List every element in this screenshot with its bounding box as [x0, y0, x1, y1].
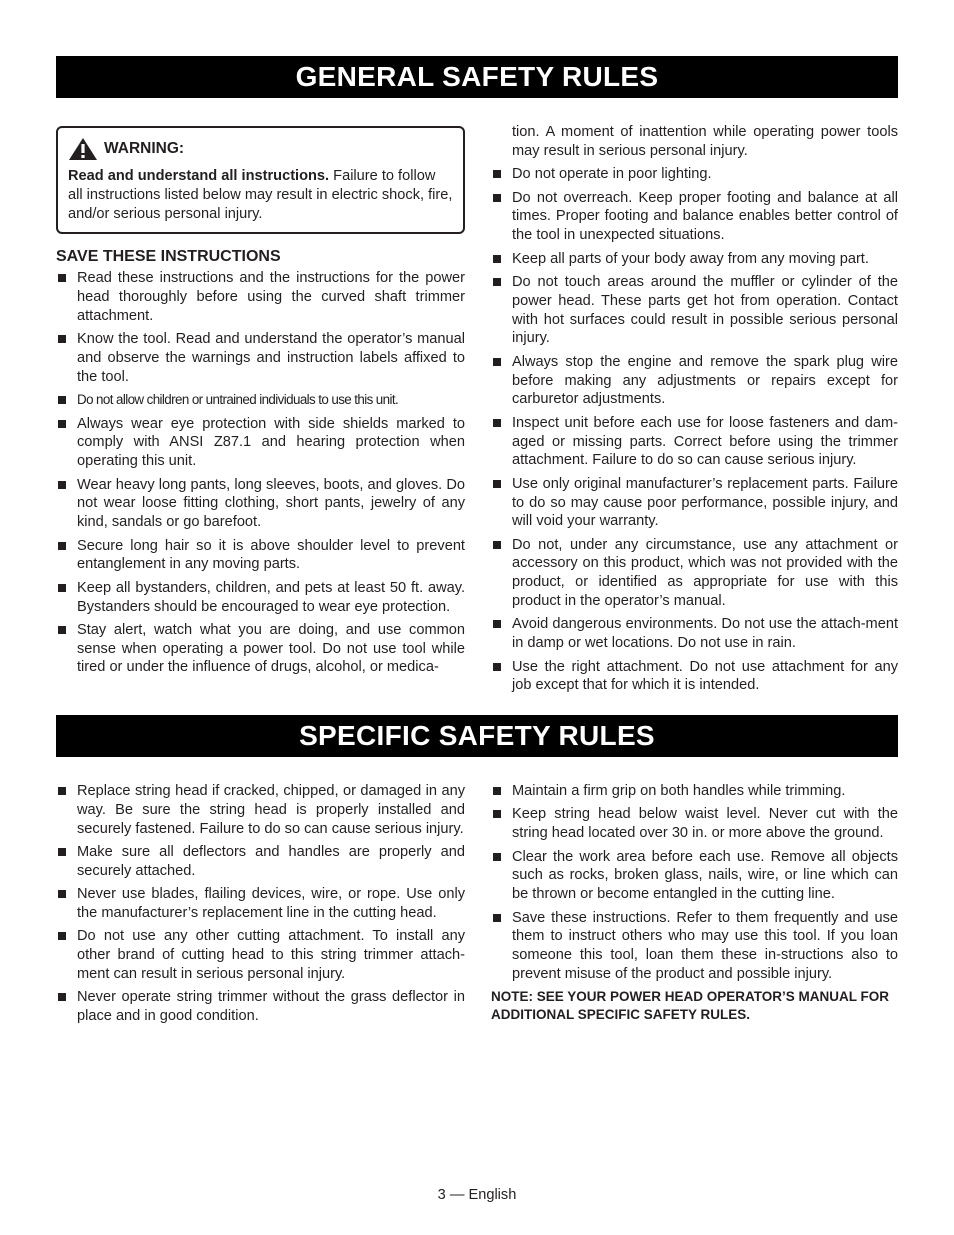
- list-item: Read these instructions and the instructions for the power head thoroughly before using the curved shaft trimmer attachment.: [56, 269, 465, 325]
- list-item: Always stop the engine and remove the spark plug wire before making any adjustments or repairs except for carburetor adjustments.: [491, 353, 898, 409]
- warning-bold-lead: Read and understand all instructions.: [68, 168, 330, 184]
- list-item: Do not overreach. Keep proper footing and balance at all times. Proper footing and balance enables better control of the tool in unexpected situations.: [491, 189, 898, 245]
- bullet: [493, 480, 501, 488]
- continued-text: tion. A moment of inattention while operating power tools may result in serious personal injury.: [512, 124, 898, 159]
- bullet: [493, 620, 501, 628]
- list-item: Save these instructions. Refer to them frequently and use them to instruct others who may use this tool. If you loan someone this tool, loan them these in-structions also to prevent misuse of the product and possible injury.: [491, 909, 898, 984]
- bullet: [493, 170, 501, 178]
- list-item: Keep string head below waist level. Never cut with the string head located over 30 in. or more above the ground.: [491, 805, 898, 843]
- list-item: Do not, under any circumstance, use any attachment or accessory on this product, which was not provided with the product, or identified as appropriate for use with this product in the operator’s manual.: [491, 536, 898, 611]
- bullet: [58, 848, 66, 856]
- bullet: [58, 993, 66, 1001]
- bullet: [493, 419, 501, 427]
- bullet: [58, 335, 66, 343]
- bullet: [493, 541, 501, 549]
- warning-box: [56, 126, 465, 234]
- list-item: Wear heavy long pants, long sleeves, boots, and gloves. Do not wear loose fitting clothing, short pants, jewelry of any kind, sandals or go barefoot.: [56, 476, 465, 532]
- warning-label: WARNING:: [104, 139, 185, 157]
- bullet: [58, 584, 66, 592]
- list-item: Make sure all deflectors and handles are properly and securely attached.: [56, 843, 465, 881]
- page-footer: 3 — English: [437, 1187, 517, 1203]
- bullet: [493, 853, 501, 861]
- specific-rules-note: NOTE: SEE YOUR POWER HEAD OPERATOR’S MANUAL FOR ADDITIONAL SPECIFIC SAFETY RULES.: [491, 989, 890, 1022]
- save-instructions-heading: SAVE THESE INSTRUCTIONS: [56, 248, 281, 266]
- bullet: [493, 810, 501, 818]
- list-item: Stay alert, watch what you are doing, and use common sense when operating a power tool. Do not use tool while tired or under the influence of drugs, alcohol, or medica-: [56, 621, 465, 677]
- bullet: [493, 255, 501, 263]
- warning-text: [68, 167, 453, 223]
- bullet: [493, 194, 501, 202]
- list-item: Maintain a firm grip on both handles while trimming.: [491, 782, 898, 801]
- bullet: [58, 396, 66, 404]
- specific-left-column: [56, 782, 465, 1031]
- bullet: [58, 787, 66, 795]
- list-item: Know the tool. Read and understand the operator’s manual and observe the warnings and instruction labels affixed to the tool.: [56, 330, 465, 386]
- general-safety-rules-banner: GENERAL SAFETY RULES: [56, 56, 898, 98]
- bullet: [58, 626, 66, 634]
- bullet: [58, 932, 66, 940]
- list-item: Clear the work area before each use. Remove all objects such as rocks, broken glass, nails, wire, or line which can be thrown or become entangled in the cutting line.: [491, 848, 898, 904]
- warning-triangle-icon: [68, 137, 98, 161]
- list-item: Always wear eye protection with side shields marked to comply with ANSI Z87.1 and hearing protection when operating this unit.: [56, 415, 465, 471]
- list-item: Inspect unit before each use for loose fasteners and dam-aged or missing parts. Correct before using the trimmer attachment. Failure to do so can cause serious injury.: [491, 414, 898, 470]
- warning-header: [68, 137, 453, 161]
- list-item: Do not operate in poor lighting.: [491, 165, 898, 184]
- specific-right-column: [491, 782, 898, 1023]
- bullet: [58, 274, 66, 282]
- list-item: Avoid dangerous environments. Do not use the attach-ment in damp or wet locations. Do not use in rain.: [491, 615, 898, 653]
- list-item: Do not allow children or untrained individuals to use this unit.: [56, 391, 465, 410]
- bullet: [493, 787, 501, 795]
- bullet: [493, 278, 501, 286]
- list-item: Use only original manufacturer’s replacement parts. Failure to do so may cause poor performance, possible injury, and will void your warranty.: [491, 475, 898, 531]
- list-item: Keep all bystanders, children, and pets at least 50 ft. away. Bystanders should be encouraged to wear eye protection.: [56, 579, 465, 617]
- list-item: Keep all parts of your body away from any moving part.: [491, 250, 898, 269]
- list-item: Never use blades, flailing devices, wire, or rope. Use only the manufacturer’s replacement line in the cutting head.: [56, 885, 465, 923]
- specific-safety-rules-banner: SPECIFIC SAFETY RULES: [56, 715, 898, 757]
- list-item: Never operate string trimmer without the grass deflector in place and in good condition.: [56, 988, 465, 1026]
- list-item: Secure long hair so it is above shoulder level to prevent entanglement in any moving parts.: [56, 537, 465, 575]
- bullet: [58, 890, 66, 898]
- bullet: [493, 358, 501, 366]
- bullet: [58, 420, 66, 428]
- bullet: [493, 663, 501, 671]
- list-item: Do not touch areas around the muffler or cylinder of the power head. These parts get hot from operation. Contact with hot surfaces could result in possible serious personal injury.: [491, 273, 898, 348]
- general-right-list: [491, 165, 898, 695]
- bullet: [58, 481, 66, 489]
- specific-left-list: [56, 782, 465, 1026]
- list-item: Do not use any other cutting attachment. To install any other brand of cutting head to this string trimmer attach-ment can result in serious personal injury.: [56, 927, 465, 983]
- list-item: Replace string head if cracked, chipped, or damaged in any way. Be sure the string head is properly installed and securely fastened. Failure to do so can cause serious injury.: [56, 782, 465, 838]
- specific-right-list: [491, 782, 898, 984]
- bullet: [493, 914, 501, 922]
- general-right-column: [491, 123, 898, 700]
- list-item: Use the right attachment. Do not use attachment for any job except that for which it is intended.: [491, 658, 898, 696]
- warning-body-text: Failure to follow all instructions listed below may result in electric shock, fire, and/or serious personal injury.: [68, 168, 453, 222]
- general-left-column: [56, 126, 465, 682]
- bullet: [58, 542, 66, 550]
- general-left-list: [56, 269, 465, 677]
